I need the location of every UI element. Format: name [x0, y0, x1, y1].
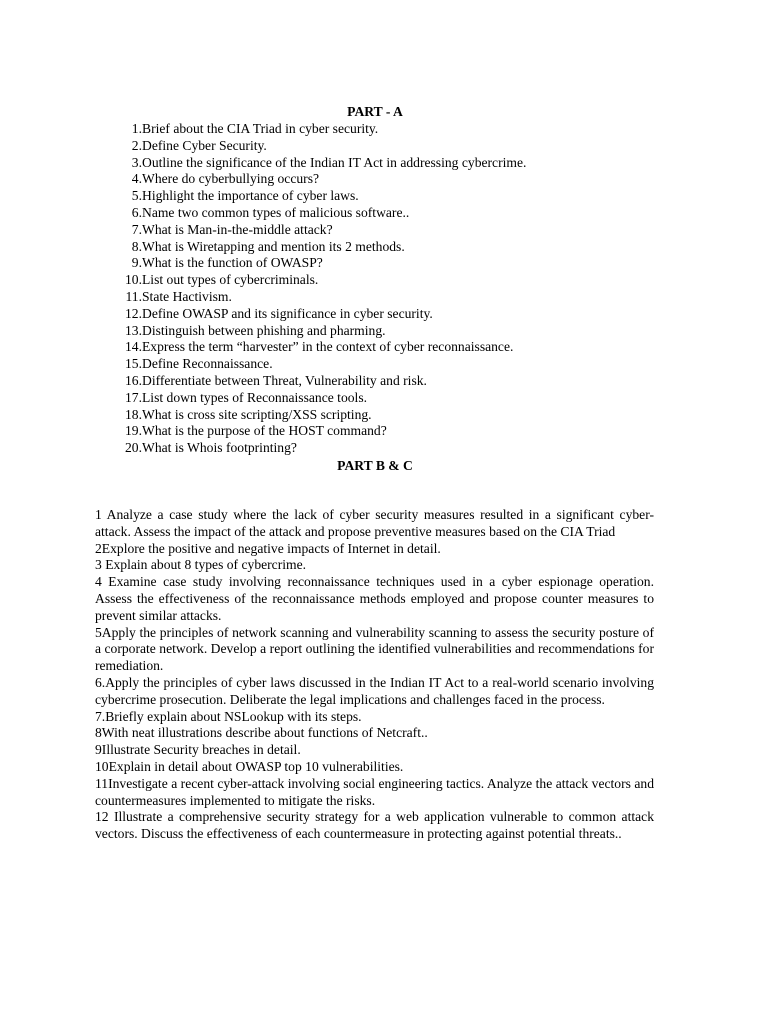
question-number: 12. — [125, 305, 142, 321]
list-item — [118, 356, 718, 373]
question-number: 13. — [125, 322, 142, 338]
question-number: 17. — [125, 389, 142, 405]
question-number: 5. — [131, 188, 142, 204]
list-item — [118, 407, 718, 424]
list-item — [118, 121, 718, 138]
long-question: 5Apply the principles of network scanning and vulnerability scanning to assess the security posture of a corporate network. Develop a report outlining the identified vulnerabilities and recommendations for remediation. — [95, 624, 654, 674]
question-number: 2. — [131, 137, 142, 153]
long-question: 11Investigate a recent cyber-attack involving social engineering tactics. Analyze the attack vectors and countermeasures implemented to mitigate the risks. — [95, 775, 654, 808]
question-text: Define Cyber Security. — [142, 137, 267, 153]
question-text: What is Whois footprinting? — [142, 440, 297, 456]
list-item — [118, 239, 718, 256]
part-a-question-list — [118, 121, 718, 457]
long-question: 7.Briefly explain about NSLookup with its steps. — [95, 708, 362, 724]
question-text: State Hactivism. — [142, 288, 232, 304]
question-text: Define Reconnaissance. — [142, 356, 273, 372]
question-number: 15. — [125, 356, 142, 372]
question-text: Brief about the CIA Triad in cyber security. — [142, 121, 379, 136]
question-text: Distinguish between phishing and pharming. — [142, 322, 386, 338]
list-item — [118, 323, 718, 340]
question-text: Where do cyberbullying occurs? — [142, 171, 320, 187]
list-item — [118, 255, 718, 272]
list-item — [118, 440, 718, 457]
question-text: What is cross site scripting/XSS scripting. — [142, 406, 372, 422]
question-text: What is Man-in-the-middle attack? — [142, 221, 333, 237]
question-text: What is the function of OWASP? — [142, 255, 323, 271]
question-number: 8. — [131, 238, 142, 254]
question-number: 3. — [131, 154, 142, 170]
list-item — [118, 272, 718, 289]
long-question: 10Explain in detail about OWASP top 10 vulnerabilities. — [95, 758, 404, 774]
question-number: 14. — [125, 339, 142, 355]
question-text: List down types of Reconnaissance tools. — [142, 389, 368, 405]
question-text: Highlight the importance of cyber laws. — [142, 188, 359, 204]
question-number: 19. — [125, 423, 142, 439]
list-item — [118, 390, 718, 407]
question-text: Define OWASP and its significance in cyber security. — [142, 305, 433, 321]
list-item — [118, 188, 718, 205]
question-number: 6. — [131, 204, 142, 220]
list-item — [118, 138, 718, 155]
question-number: 10. — [125, 272, 142, 288]
question-number: 9. — [131, 255, 142, 271]
long-question: 12 Illustrate a comprehensive security strategy for a web application vulnerable to common attack vectors. Discuss the effectiveness of each countermeasure in protecting against potential threats.. — [95, 809, 654, 842]
question-number: 7. — [131, 221, 142, 237]
list-item — [118, 171, 718, 188]
long-question: 2Explore the positive and negative impacts of Internet in detail. — [95, 540, 441, 556]
part-a-heading: PART - A — [347, 104, 403, 119]
list-item — [118, 339, 718, 356]
question-text: Express the term “harvester” in the context of cyber reconnaissance. — [142, 339, 514, 355]
long-question: 4 Examine case study involving reconnaissance techniques used in a cyber espionage operation. Assess the effectiveness of the reconnaissance methods employed and propose counter measures to prevent similar attacks. — [95, 574, 654, 623]
question-number: 18. — [125, 406, 142, 422]
long-question: 6.Apply the principles of cyber laws discussed in the Indian IT Act to a real-world scenario involving cybercrime prosecution. Deliberate the legal implications and challenges faced in the process. — [95, 674, 654, 707]
list-item — [118, 222, 718, 239]
long-question: 3 Explain about 8 types of cybercrime. — [95, 557, 307, 573]
long-question: 1 Analyze a case study where the lack of cyber security measures resulted in a significant cyber-attack. Assess the impact of the attack and propose preventive measures based on the CIA Triad — [95, 507, 654, 539]
question-text: Outline the significance of the Indian IT Act in addressing cybercrime. — [142, 154, 527, 170]
list-item — [118, 306, 718, 323]
question-text: List out types of cybercriminals. — [142, 272, 319, 288]
long-question: 8With neat illustrations describe about functions of Netcraft.. — [95, 725, 428, 741]
list-item — [118, 205, 718, 222]
list-item — [118, 289, 718, 306]
list-item — [118, 155, 718, 172]
list-item — [118, 423, 718, 440]
question-number: 16. — [125, 372, 142, 388]
question-text: What is the purpose of the HOST command? — [142, 423, 387, 439]
question-number: 20. — [125, 440, 142, 456]
question-text: Differentiate between Threat, Vulnerability and risk. — [142, 372, 427, 388]
question-number: 11. — [125, 288, 142, 304]
part-bc-question-list — [95, 507, 654, 843]
list-item — [118, 373, 718, 390]
question-text: What is Wiretapping and mention its 2 methods. — [142, 238, 405, 254]
question-number: 4. — [131, 171, 142, 187]
long-question: 9Illustrate Security breaches in detail. — [95, 742, 301, 758]
question-text: Name two common types of malicious software.. — [142, 204, 410, 220]
part-bc-heading: PART B & C — [337, 458, 413, 473]
question-number: 1. — [131, 121, 142, 136]
